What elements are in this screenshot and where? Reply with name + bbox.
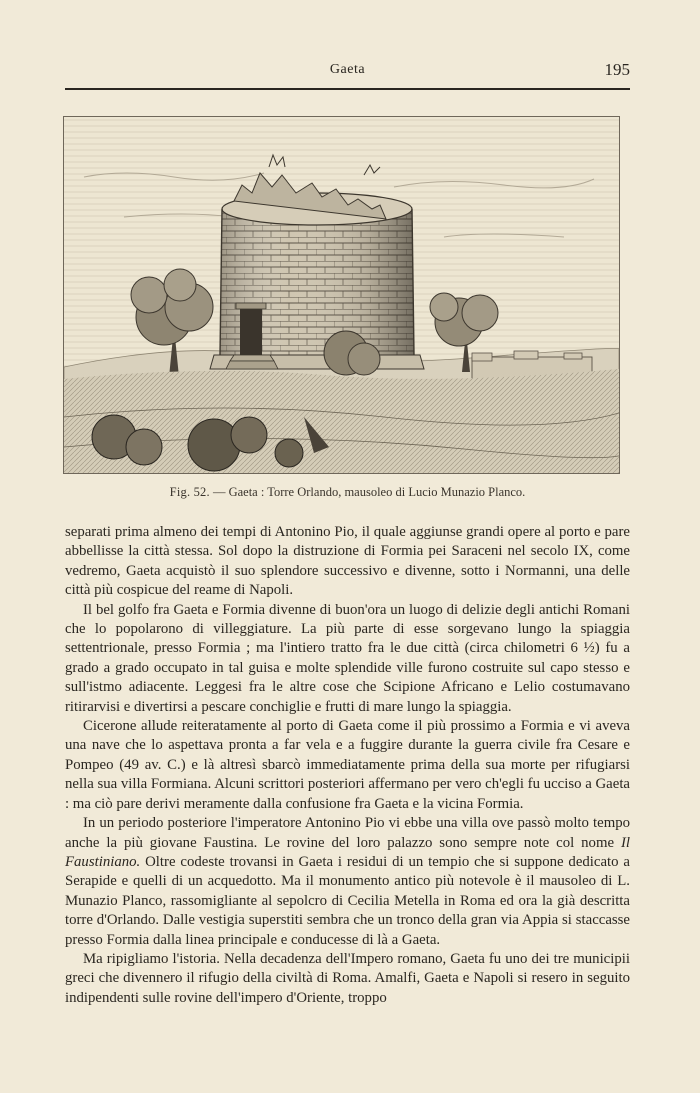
figure-engraving bbox=[63, 116, 620, 474]
page-number: 195 bbox=[604, 60, 630, 79]
caption-text: Gaeta : Torre Orlando, mausoleo di Lucio Munazio Planco. bbox=[228, 485, 526, 499]
paragraph-1: separati prima almeno dei tempi di Antonino Pio, il quale aggiunse grandi opere al porto e pare abbellisse la città stessa. Sol dopo la distruzione di Formia pei Saraceni nel secolo IX, come vedremo, Gaeta acquistò il suo splendore successivo e divenne, sotto i Normanni, una delle città più cospicue del reame di Napoli. bbox=[65, 524, 630, 599]
running-title: Gaeta bbox=[329, 62, 366, 77]
paragraph-3: Cicerone allude reiteratamente al porto di Gaeta come il più prossimo a Formia e vi aveva una nave che lo aspettava pronta a far vela e a fuggire durante la guerra civile fra Cesare e Pompeo (49 av. C.) e là altresì sbarcò immediatamente prima della sua morte per rifugiarsi nella sua villa Formiana. Alcuni scrittori posteriori affermano per vero ch'egli fu ucciso a Gaeta : ma ciò pare derivi meramente dalla confusione fra Gaeta e la vicina Formia. bbox=[65, 718, 630, 812]
figure-caption bbox=[65, 485, 630, 500]
paragraph-5: Ma ripigliamo l'istoria. Nella decadenza dell'Impero romano, Gaeta fu uno dei tre municipii greci che divennero il rifugio della civiltà di Roma. Amalfi, Gaeta e Napoli si resero in seguito indipendenti sulle rovine dell'impero d'Oriente, troppo bbox=[65, 950, 630, 1006]
torre-orlando-illustration bbox=[64, 117, 619, 473]
figure-number: Fig. 52. bbox=[169, 485, 210, 499]
caption-dash: — bbox=[212, 485, 226, 499]
header-rule bbox=[65, 88, 630, 90]
paragraph-2: Il bel golfo fra Gaeta e Formia divenne di buon'ora un luogo di delizie degli antichi Romani che lo popolarono di villeggiature. La più parte di esse sorgevano lungo la spiaggia settentrionale, presso Formia ; ma l'intiero tratto fra le due città (circa chilometri 6 ½) fu a grado a grado occupato in tal guisa e molte splendide ville furono costruite sul capo stesso e sull'istmo adiacente. Leggesi fra le altre cose che Scipione Africano e Lelio costumavano ritirarvisi e divertirsi a pescare conchiglie e frutti di mare lungo la spiaggia. bbox=[65, 601, 630, 715]
faustiniano-title: Il Faustiniano. bbox=[65, 834, 630, 870]
paragraph-4 bbox=[65, 814, 630, 950]
paragraph-4-part-1: In un periodo posteriore l'imperatore Antonino Pio vi ebbe una villa ove passò molto tempo anche la più giovane Faustina. Le rovine del loro palazzo sono sempre note col nome bbox=[65, 815, 630, 851]
body-text bbox=[65, 523, 630, 1008]
paragraph-4-part-2: Oltre codeste trovansi in Gaeta i residui di un tempio che si suppone dedicato a Serapide e quelli di un acquedotto. Ma il monumento antico più notevole è il mausoleo di L. Munazio Planco, rassomigliante al sepolcro di Cecilia Metella in Roma ed ora la già descritta torre d'Orlando. Dalle vestigia superstiti sembra che un tronco della gran via Appia si staccasse presso Formia dalla linea principale e conducesse di là a Gaeta. bbox=[65, 853, 630, 948]
running-head bbox=[65, 58, 630, 86]
